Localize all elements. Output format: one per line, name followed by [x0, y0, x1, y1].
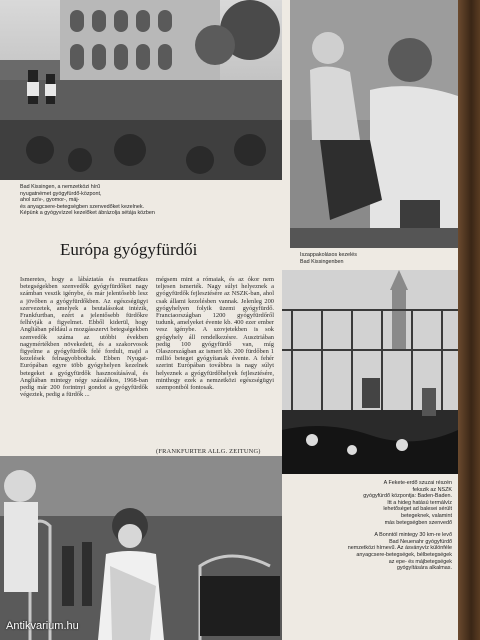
article-column-left: Ismeretes, hogy a lábáztatás és reumatikus betegségekben szenvedők gyógyfürdőket nagy számban veszik igénybe, és már jelentősebb lesz a jövőben a gyógyfürdőkben. Az egészségügyi szervezetek, amelyek a beutalásokat intézik, Frankfurtban, ezért a jelentősebb fürdőkre felhívják a figyelmet. Ebből kiderül, hogy Angliában például a mozgásszervi betegségekben szenvedők száma az utóbbi években nagymértékben növekedett, és a szakorvosok figyelme a gyógyfürdők felé fordult, majd a kezelések felnagyobbodtak. Ebben Nyugat-Európában egyre több gyógyhelyen kezelnek betegeket a gyógyfürdők hasznosításával, és Angliában mintegy négy százalékos, 1968-ban pedig már 200 forintnyi gondot a gyógyfürdők végeztek, pedig a fürdők ... [20, 276, 148, 399]
caption-top-left: Bad Kissingen, a nemzetközi hírű nyugatnémet gyógyfürdő-központ, ahol szív-, gyomor-, máj- és anyagcsere-betegségben szenvedőket kezelnek. Képünk a gyógyvízzel kezelőket ábrázolja sétája közben [20, 184, 155, 217]
treatment-illustration [290, 0, 458, 248]
caption-top-right: Iszappakolásos kezelés Bad Kissingenben [300, 252, 357, 265]
mud-pack-treatment-photo [290, 0, 458, 248]
article-right-text: mégsem mint a rómaiak, és az ókor nem teljesen ismerték. Nagy súlyt helyeznek a gyógyfürdők fejlesztésére az NSZK-ban, ahol csak állami kezelésben vannak. Jelenleg 200 gyógyhelyen folyik üzemi gyógyfürdő. Franciaországban 1200 gyógyfürdőről tudunk, amelyeket évente kb. 400 ezer ember vesz igénybe. A szovjetekben is sok gyógyhely áll rendelkezésre. Ausztriában pedig 100 gyógyfürdő van, míg Olaszországban az ismert kb. 200 fürdőben 1 millió beteget gyógyítanak évente. A fehér szerint Európában továbbra is nagy súlyt helyeznek a gyógyfürdőhelyek fejlesztésére, minthogy ezek a nemzetközi egészségügyi szempontból fontosak. [156, 276, 274, 392]
watermark-text: Antikvarium.hu [6, 620, 79, 632]
article-source: (FRANKFURTER ALLG. ZEITUNG) [156, 448, 261, 455]
bad-neuenahr-hall-photo [0, 456, 282, 640]
caption-bottom-right: A Fekete-erdő szuzai részén fekszik az NSZK gyógyfürdő központja: Baden-Baden. Itt a hideg hatású termálvíz lehetőséget ad balesei sérült betegeknek, valamint más betegségben szenvedő A Bonntól mintegy 30 km-re levő Bad Neuenahr gyógyfürdő nemzetközi hírnevű. Az ásványvíz különféle anyagcsere-betegségek, bélbetegségek az epe- és májbetegségek gyógyítására alkalmas. [347, 480, 452, 572]
hall-illustration [0, 456, 282, 640]
bad-kissingen-promenade-photo [0, 0, 282, 180]
article-column-right [156, 276, 274, 462]
baden-baden-pool-photo [282, 270, 458, 474]
book-spine-binding [458, 0, 480, 640]
promenade-illustration [0, 0, 282, 180]
article-title: Európa gyógyfürdői [60, 240, 198, 259]
pool-illustration [282, 270, 458, 474]
